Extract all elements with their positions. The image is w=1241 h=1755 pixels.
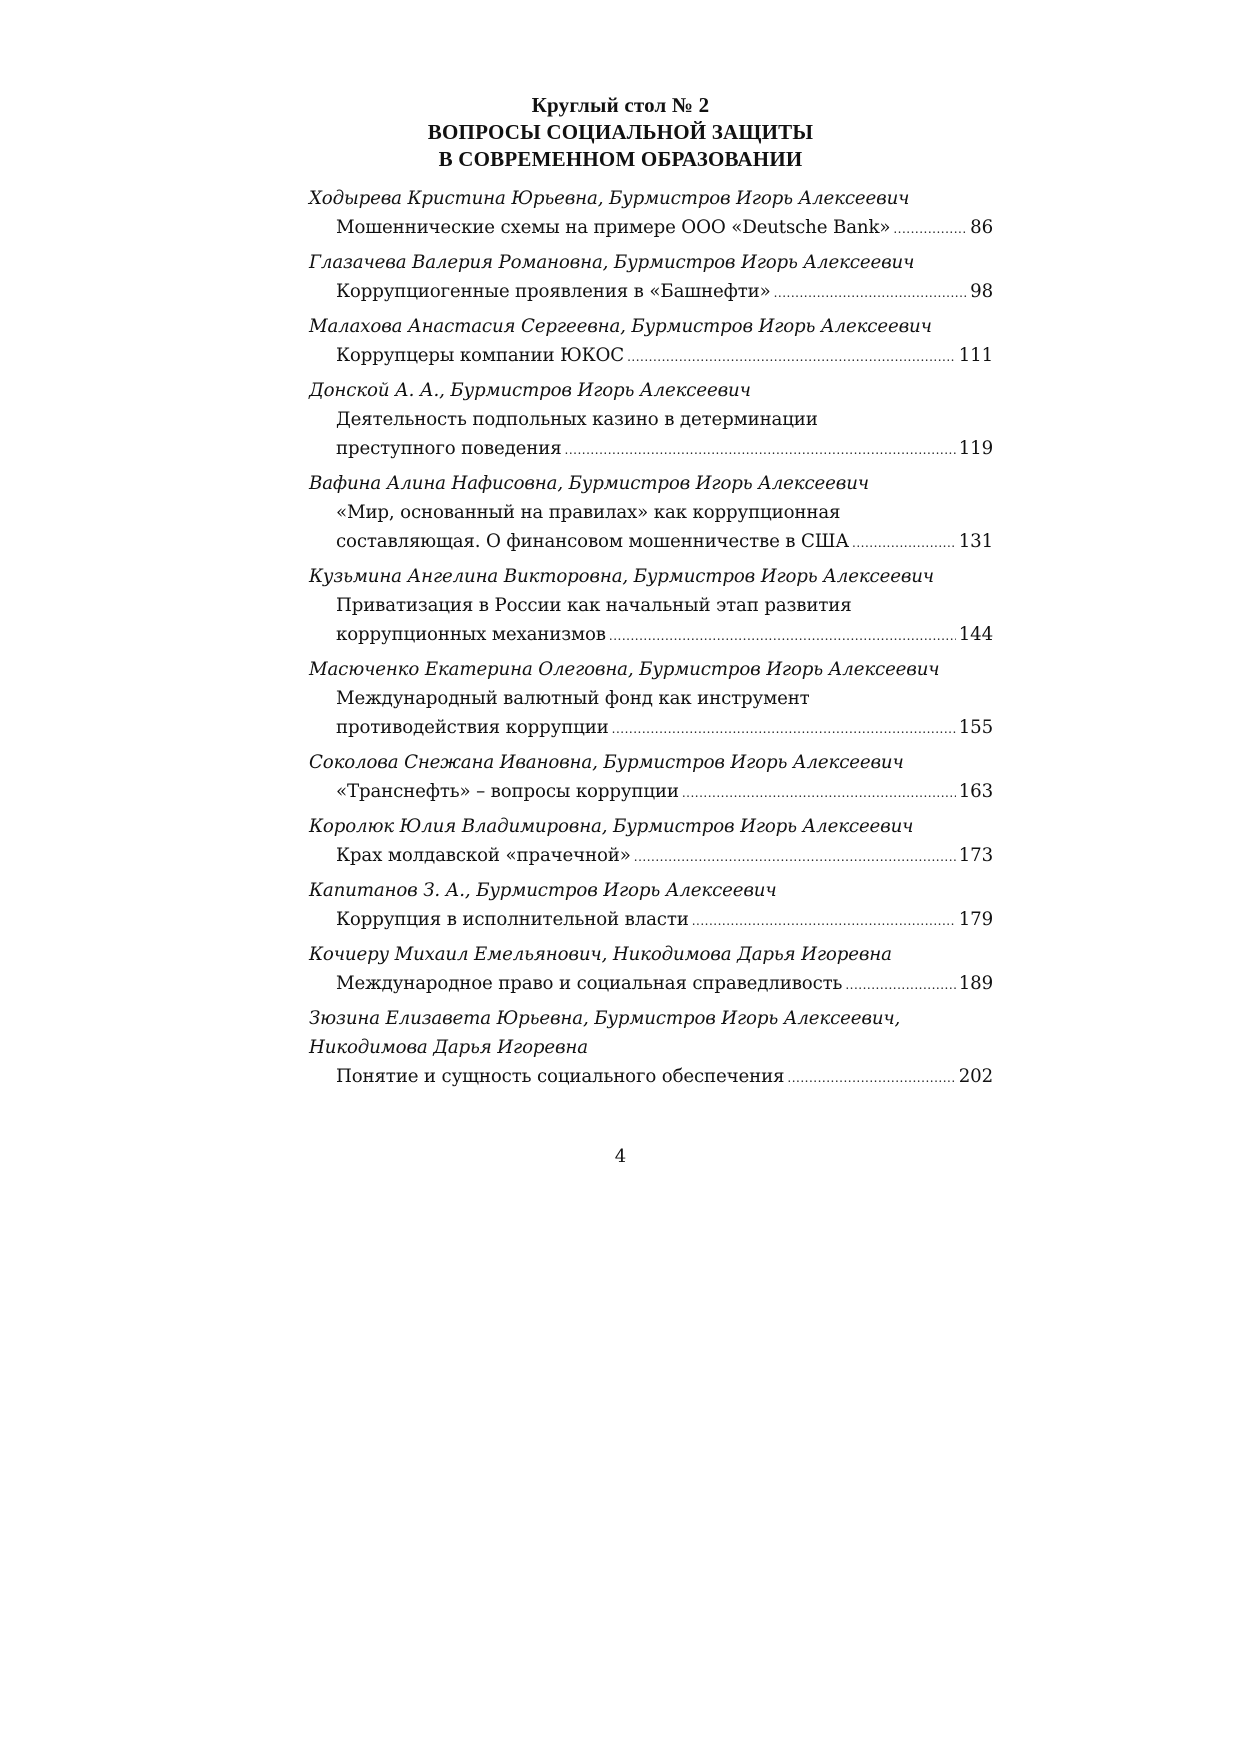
toc-entry-title bbox=[336, 1062, 993, 1091]
toc-entry-title bbox=[336, 905, 993, 934]
toc-entry-title-line bbox=[336, 905, 993, 934]
toc-entry-title-text: Коррупциогенные проявления в «Башнефти» bbox=[336, 281, 771, 302]
toc-entry-authors: Кочиеру Михаил Емельянович, Никодимова Дарья Игоревна bbox=[309, 944, 892, 965]
toc-entry-title-line bbox=[336, 620, 993, 649]
dot-leader bbox=[682, 787, 956, 799]
toc-entry-title-text: Понятие и сущность социального обеспечения bbox=[336, 1066, 785, 1087]
toc-entry-title-text: преступного поведения bbox=[336, 438, 562, 459]
toc-entry-authors: Донской А. А., Бурмистров Игорь Алексеевич bbox=[309, 380, 751, 401]
dot-leader bbox=[692, 915, 956, 927]
toc-entry-page-number: 111 bbox=[958, 345, 993, 366]
page-number: 4 bbox=[614, 1146, 627, 1167]
toc-entry-authors: Капитанов З. А., Бурмистров Игорь Алексеевич bbox=[309, 880, 777, 901]
toc-entry-page-number: 155 bbox=[958, 717, 993, 738]
dot-leader bbox=[787, 1072, 955, 1084]
toc-entry-title-text: Коррупцеры компании ЮКОС bbox=[336, 345, 625, 366]
toc-entry-title bbox=[336, 591, 993, 649]
toc-entry-title-line: Международный валютный фонд как инструмент bbox=[336, 688, 810, 709]
toc-entry-title-line bbox=[336, 841, 993, 870]
dot-leader bbox=[609, 630, 956, 642]
dot-leader bbox=[612, 723, 956, 735]
toc-entry-title-line bbox=[336, 713, 993, 742]
toc-entry-title bbox=[336, 777, 993, 806]
toc-entry bbox=[309, 312, 993, 370]
toc-entry-authors: Кузьмина Ангелина Викторовна, Бурмистров Игорь Алексеевич bbox=[309, 566, 934, 587]
dot-leader bbox=[565, 444, 956, 456]
toc-entry-title-text: Крах молдавской «прачечной» bbox=[336, 845, 631, 866]
toc-entry-title-line bbox=[336, 527, 993, 556]
toc-entry-title-text: Международное право и социальная справедливость bbox=[336, 973, 843, 994]
toc-entry-authors: Королюк Юлия Владимировна, Бурмистров Игорь Алексеевич bbox=[309, 816, 914, 837]
toc-entry bbox=[309, 940, 993, 998]
toc-entry-title-line bbox=[336, 969, 993, 998]
toc-entry-title-text: «Транснефть» – вопросы коррупции bbox=[336, 781, 679, 802]
dot-leader bbox=[627, 351, 956, 363]
toc-entry-authors: Зюзина Елизавета Юрьевна, Бурмистров Игорь Алексеевич, bbox=[309, 1008, 901, 1029]
dot-leader bbox=[845, 979, 955, 991]
toc-entry bbox=[309, 876, 993, 934]
dot-leader bbox=[893, 223, 967, 235]
toc-entry-title bbox=[336, 213, 993, 242]
dot-leader bbox=[774, 287, 968, 299]
toc-entry bbox=[309, 184, 993, 242]
toc-entry-title-line bbox=[336, 1062, 993, 1091]
table-of-contents bbox=[309, 184, 993, 1097]
toc-entry-title bbox=[336, 684, 993, 742]
toc-entry-title-line bbox=[336, 777, 993, 806]
toc-entry bbox=[309, 562, 993, 649]
toc-entry-authors: Соколова Снежана Ивановна, Бурмистров Игорь Алексеевич bbox=[309, 752, 904, 773]
toc-entry-title bbox=[336, 969, 993, 998]
toc-entry-page-number: 163 bbox=[958, 781, 993, 802]
toc-entry bbox=[309, 376, 993, 463]
toc-entry-authors: Вафина Алина Нафисовна, Бурмистров Игорь Алексеевич bbox=[309, 473, 869, 494]
toc-entry-title-text: составляющая. О финансовом мошенничестве в США bbox=[336, 531, 850, 552]
toc-entry-authors: Никодимова Дарья Игоревна bbox=[309, 1037, 588, 1058]
toc-entry bbox=[309, 1004, 993, 1091]
toc-entry-title bbox=[336, 498, 993, 556]
toc-entry-page-number: 119 bbox=[958, 438, 993, 459]
toc-entry-authors: Малахова Анастасия Сергеевна, Бурмистров Игорь Алексеевич bbox=[309, 316, 932, 337]
toc-entry-title-line: «Мир, основанный на правилах» как коррупционная bbox=[336, 502, 841, 523]
toc-entry-page-number: 202 bbox=[958, 1066, 993, 1087]
toc-entry-page-number: 173 bbox=[958, 845, 993, 866]
toc-entry-page-number: 86 bbox=[970, 217, 993, 238]
toc-entry-page-number: 189 bbox=[958, 973, 993, 994]
toc-entry bbox=[309, 248, 993, 306]
toc-entry-title-text: Мошеннические схемы на примере ООО «Deutsche Bank» bbox=[336, 217, 891, 238]
toc-entry-title-text: коррупционных механизмов bbox=[336, 624, 606, 645]
toc-entry bbox=[309, 655, 993, 742]
toc-entry-page-number: 131 bbox=[958, 531, 993, 552]
toc-entry bbox=[309, 469, 993, 556]
dot-leader bbox=[634, 851, 956, 863]
toc-entry-page-number: 179 bbox=[958, 909, 993, 930]
section-title-line-2: В СОВРЕМЕННОМ ОБРАЗОВАНИИ bbox=[438, 147, 803, 171]
toc-entry-title-text: противодействия коррупции bbox=[336, 717, 609, 738]
toc-entry-title bbox=[336, 841, 993, 870]
toc-entry-title-line bbox=[336, 213, 993, 242]
toc-entry-page-number: 144 bbox=[958, 624, 993, 645]
toc-entry bbox=[309, 812, 993, 870]
section-title-line-1: ВОПРОСЫ СОЦИАЛЬНОЙ ЗАЩИТЫ bbox=[427, 120, 814, 144]
toc-entry-title-text: Коррупция в исполнительной власти bbox=[336, 909, 689, 930]
toc-entry-title-line bbox=[336, 341, 993, 370]
toc-entry-title bbox=[336, 405, 993, 463]
toc-entry-title-line bbox=[336, 277, 993, 306]
round-table-title: Круглый стол № 2 bbox=[531, 93, 710, 117]
toc-entry-authors: Масюченко Екатерина Олеговна, Бурмистров Игорь Алексеевич bbox=[309, 659, 940, 680]
toc-entry-title-line: Приватизация в России как начальный этап развития bbox=[336, 595, 852, 616]
dot-leader bbox=[852, 537, 956, 549]
toc-entry-title bbox=[336, 341, 993, 370]
toc-entry-page-number: 98 bbox=[970, 281, 993, 302]
toc-entry-authors: Ходырева Кристина Юрьевна, Бурмистров Игорь Алексеевич bbox=[309, 188, 910, 209]
toc-entry-title-line bbox=[336, 434, 993, 463]
toc-entry-title bbox=[336, 277, 993, 306]
toc-entry-authors: Глазачева Валерия Романовна, Бурмистров Игорь Алексеевич bbox=[309, 252, 915, 273]
section-header bbox=[0, 92, 1241, 173]
toc-entry-title-line: Деятельность подпольных казино в детерминации bbox=[336, 409, 818, 430]
toc-entry bbox=[309, 748, 993, 806]
